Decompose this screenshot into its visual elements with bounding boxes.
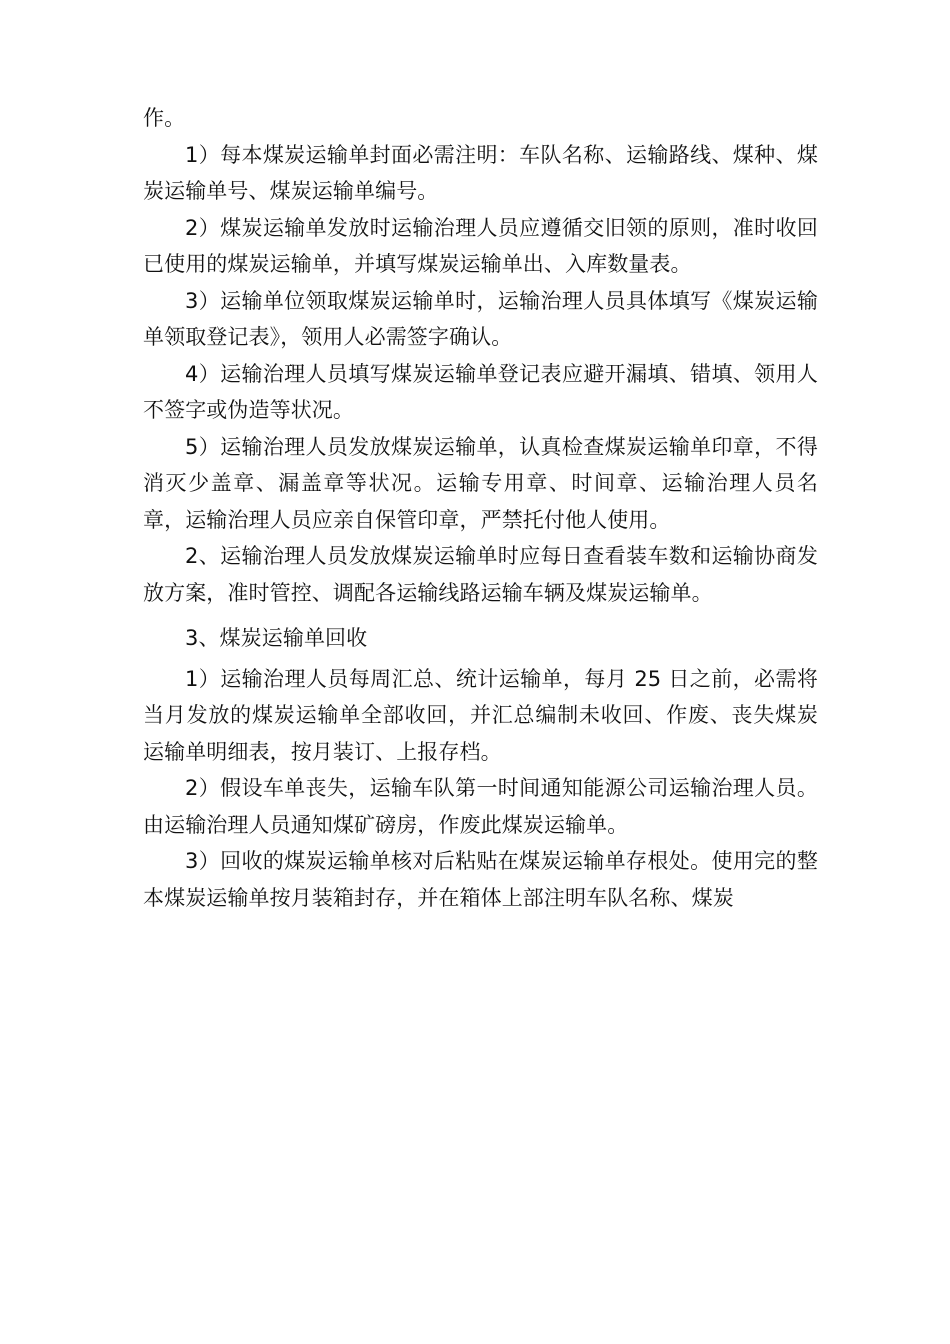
paragraph-item-3-collection-register: 3）运输单位领取煤炭运输单时，运输治理人员具体填写《煤炭运输单领取登记表》，领用人必需签字确认。 [143,288,818,349]
paragraph-recovery-item-3: 3）回收的煤炭运输单核对后粘贴在煤炭运输单存根处。使用完的整本煤炭运输单按月装箱封存，并在箱体上部注明车队名称、煤炭 [143,849,818,910]
paragraph-continuation: 作。 [143,106,186,130]
document-body [143,100,818,916]
paragraph-section-2-daily-check: 2、运输治理人员发放煤炭运输单时应每日查看装车数和运输协商发放方案，准时管控、调配各运输线路运输车辆及煤炭运输单。 [143,544,818,605]
paragraph-item-1-cover-label: 1）每本煤炭运输单封面必需注明：车队名称、运输路线、煤种、煤炭运输单号、煤炭运输单编号。 [143,142,818,203]
paragraph-item-2-issue-rule: 2）煤炭运输单发放时运输治理人员应遵循交旧领的原则，准时收回已使用的煤炭运输单，并填写煤炭运输单出、入库数量表。 [143,215,818,276]
paragraph-recovery-item-1: 1）运输治理人员每周汇总、统计运输单，每月 25 日之前，必需将当月发放的煤炭运输单全部收回，并汇总编制未收回、作废、丧失煤炭运输单明细表，按月装订、上报存档。 [143,666,818,764]
section-heading-recovery: 3、煤炭运输单回收 [185,626,368,650]
paragraph-recovery-item-2: 2）假设车单丧失，运输车队第一时间通知能源公司运输治理人员。由运输治理人员通知煤矿磅房，作废此煤炭运输单。 [143,776,818,837]
paragraph-item-5-seal-check: 5）运输治理人员发放煤炭运输单，认真检查煤炭运输单印章，不得消灭少盖章、漏盖章等状况。运输专用章、时间章、运输治理人员名章，运输治理人员应亲自保管印章，严禁托付他人使用。 [143,434,818,532]
paragraph-item-4-register-errors: 4）运输治理人员填写煤炭运输单登记表应避开漏填、错填、领用人不签字或伪造等状况。 [143,361,818,422]
